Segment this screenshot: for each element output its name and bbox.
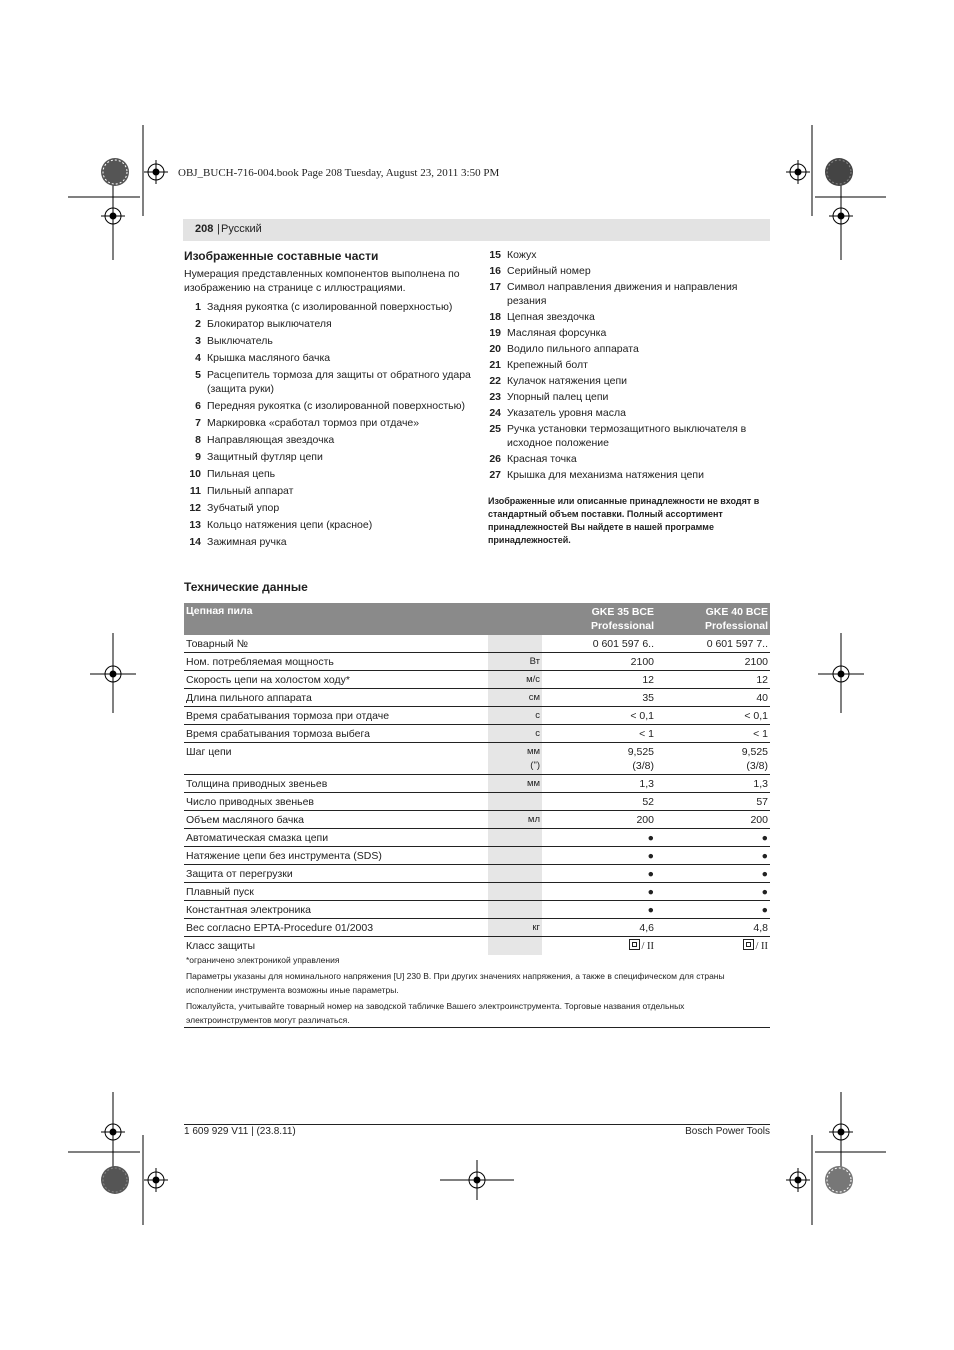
spec-label-text: Число приводных звеньев [186,796,315,808]
list-item: Крепежный болт [507,359,588,371]
spec-value-2-text: < 1 [753,728,768,740]
list-item: Красная точка [507,453,577,465]
table-row [184,635,770,653]
double-insulation-icon [743,939,754,950]
list-item: Зубчатый упор [207,502,280,514]
spec-value-2-text: 4,8 [753,922,768,934]
list-item: Маркировка «сработал тормоз при отдаче» [207,417,420,429]
spec-label [184,707,488,725]
spec-value-2-text: ● [761,850,768,862]
spec-unit [488,653,542,671]
spec-unit [488,919,542,937]
table-row [184,811,770,829]
spec-label-text: Товарный № [186,638,248,650]
model-2-line: Professional [704,620,768,632]
spec-value-1 [542,775,656,793]
spec-label [184,653,488,671]
spec-label-text: Натяжение цепи без инструмента (SDS) [186,850,382,862]
language-label: Русский [221,223,262,235]
spec-value-2-wrap [658,939,768,954]
accessories-note: Изображенные или описанные принадлежности не входят в стандартный объем поставки. Полный ассортимент принадлежностей Вы найдете в нашей программе принадлежностей. [488,496,760,545]
footnote: *ограничено электроникой управления [186,955,340,965]
spec-label-text: Шаг цепи [186,746,232,758]
spec-label-text: Класс защиты [186,940,256,952]
spec-value-1-text: 9,525 [627,746,654,758]
spec-label [184,829,488,847]
spec-unit [488,635,542,653]
table-row [184,919,770,937]
spec-label [184,635,488,653]
spec-value-2 [656,707,770,725]
spec-unit-text: см [528,692,540,703]
spec-value-1-wrap [544,939,654,954]
spec-value-1 [542,847,656,865]
spec-value-1 [542,635,656,653]
spec-value-2-text: / II [755,941,768,952]
spec-value-2-text: 2100 [744,656,768,668]
spec-value-2-text: 1,3 [753,778,768,790]
list-item: Цепная звездочка [507,311,595,323]
components-intro: Нумерация представленных компонентов выполнена по изображению на странице с иллюстрациями. [184,268,460,294]
spec-value-2-text: ● [761,886,768,898]
spec-value-2-text: 40 [756,692,768,704]
spec-value-2 [656,743,770,775]
spec-value-1 [542,829,656,847]
spec-value-2 [656,883,770,901]
spec-unit-text: с [535,710,540,721]
spec-unit-text: мм [526,746,540,757]
spec-value-2 [656,919,770,937]
spec-unit [488,847,542,865]
spec-value-2 [656,671,770,689]
table-row [184,689,770,707]
spec-value-2-text: 12 [756,674,768,686]
spec-value-1-text: 4,6 [639,922,654,934]
spec-unit [488,901,542,919]
list-item: Защитный футляр цепи [207,451,323,463]
list-item: Расцепитель тормоза для защиты от обратного удара (защита руки) [207,369,471,395]
spec-label [184,847,488,865]
spec-value-2-text: 57 [756,796,768,808]
spec-value-1 [542,653,656,671]
spec-label-text: Время срабатывания тормоза при отдаче [186,710,390,722]
spec-label [184,671,488,689]
spec-label-text: Вес согласно EPTA-Procedure 01/2003 [186,922,374,934]
model-1-line: Professional [590,620,654,632]
spec-label [184,743,488,775]
spec-value-2-text: 9,525 [741,746,768,758]
spec-value-2 [656,635,770,653]
table-row [184,725,770,743]
spec-label-text: Длина пильного аппарата [186,692,312,704]
list-item: Кожух [507,249,537,261]
spec-label [184,901,488,919]
spec-value-1 [542,725,656,743]
spec-value-1-text: 35 [642,692,654,704]
list-item: Упорный палец цепи [507,391,609,403]
spec-value-1-text: / II [641,941,654,952]
table-row [184,775,770,793]
spec-value-2 [656,865,770,883]
spec-value-2-text: 200 [750,814,768,826]
page-number: 208 [195,223,214,235]
table-row [184,847,770,865]
spec-unit [488,883,542,901]
spec-value-2-text: 0 601 597 7.. [706,638,768,650]
spec-value-1 [542,707,656,725]
spec-unit [488,725,542,743]
spec-label-text: Константная электроника [186,904,312,916]
spec-value-1 [542,919,656,937]
spec-value-2 [656,775,770,793]
model-2-name: GKE 40 BCE [705,606,768,618]
spec-value-1-text: 200 [636,814,654,826]
spec-unit-text: мм [526,778,540,789]
table-row [184,793,770,811]
spec-value-1 [542,689,656,707]
list-item: Крышка масляного бачка [207,352,331,364]
list-item: Задняя рукоятка (с изолированной поверхностью) [207,301,453,313]
spec-unit [488,865,542,883]
spec-unit-text: кг [532,922,540,933]
spec-label-text: Автоматическая смазка цепи [186,832,329,844]
spec-unit [488,743,542,775]
list-item: Кулачок натяжения цепи [507,375,628,387]
list-item: Выключатель [207,335,273,347]
spec-label-text: Защита от перегрузки [186,868,293,880]
spec-value-1 [542,901,656,919]
spec-label [184,725,488,743]
spec-value-1-text: < 1 [639,728,654,740]
spec-unit-text: мл [527,814,540,825]
spec-value-2-second-line: (3/8) [746,760,768,772]
spec-label-text: Время срабатывания тормоза выбега [186,728,370,740]
spec-value-1-text: ● [647,868,654,880]
spec-value-1-second-line: (3/8) [632,760,654,772]
spec-value-1 [542,793,656,811]
spec-value-1 [542,865,656,883]
product-name: Цепная пила [186,605,253,617]
table-row [184,653,770,671]
spec-value-1-text: 12 [642,674,654,686]
table-row [184,829,770,847]
spec-value-1 [542,671,656,689]
tech-notes [186,953,770,1027]
spec-unit [488,811,542,829]
spec-body [184,635,770,955]
spec-value-2 [656,725,770,743]
spec-label [184,775,488,793]
spec-value-1-text: 2100 [630,656,654,668]
list-item: Зажимная ручка [207,536,287,548]
table-row [184,901,770,919]
table-row [184,671,770,689]
components-title: Изображенные составные части [184,249,379,263]
footer-doc-number: 1 609 929 V11 | (23.8.11) [184,1126,296,1137]
list-item: Крышка для механизма натяжения цепи [507,469,704,481]
list-item: Кольцо натяжения цепи (красное) [207,519,373,531]
spec-unit [488,689,542,707]
spec-header-row [184,603,770,635]
list-item: Пильная цепь [207,468,276,480]
product-number-note: Пожалуйста, учитывайте товарный номер на заводской табличке Вашего электроинструмента. Торговые названия отдельных электроинструментов могут различаться. [186,1001,685,1025]
list-item: Масляная форсунка [507,327,607,339]
spec-value-2-text: ● [761,868,768,880]
spec-unit-text: Вт [529,656,540,667]
spec-label-text: Плавный пуск [186,886,254,898]
double-insulation-icon [629,939,640,950]
list-item: Передняя рукоятка (с изолированной поверхностью) [207,400,466,412]
spec-value-2 [656,847,770,865]
spec-value-2 [656,793,770,811]
list-item: Пильный аппарат [207,485,294,497]
spec-label [184,689,488,707]
spec-value-1-text: 1,3 [639,778,654,790]
spec-value-1 [542,811,656,829]
spec-value-2-text: ● [761,832,768,844]
model-1-name: GKE 35 BCE [591,606,654,618]
spec-value-2 [656,689,770,707]
spec-label [184,793,488,811]
table-row [184,743,770,775]
spec-value-1-text: ● [647,886,654,898]
tech-title: Технические данные [184,580,308,594]
spec-label-text: Объем масляного бачка [186,814,305,826]
spec-label [184,883,488,901]
footer-rule [184,1124,770,1125]
page-header-bar [183,219,770,241]
spec-unit [488,775,542,793]
tech-end-rule [184,1027,770,1028]
spec-value-1-text: < 0,1 [630,710,654,722]
spec-unit-second-line: (") [530,760,540,771]
spec-value-1-text: 0 601 597 6.. [592,638,654,650]
header-separator: | [217,223,220,235]
list-item: Направляющая звездочка [207,434,335,446]
spec-unit [488,671,542,689]
spec-unit [488,707,542,725]
table-row [184,883,770,901]
spec-value-1 [542,743,656,775]
file-info-line: OBJ_BUCH-716-004.book Page 208 Tuesday, August 23, 2011 3:50 PM [178,167,500,179]
components-list-right: 15 Кожух 16 Серийный номер 17 Символ направления движения и направления резания 18 Цепная звездочка 19 Масляная форсунка 20 Водило пильного аппарата 21 Крепежный болт 22 Кулачок натяжения цепи 23 Упорный палец цепи 24 Указатель уровня масла 25 Ручка установки термозащитного выключателя в исходное положение 26 Красная точка 27 Крышка для механизма натяжения цепи [489,249,747,481]
spec-unit [488,829,542,847]
components-list-left: 1 Задняя рукоятка (с изолированной поверхностью) 2 Блокиратор выключателя 3 Выключатель 4 Крышка масляного бачка 5 Расцепитель тормоза для защиты от обратного удара (защита руки) 6 Передняя рукоятка (с изолированной поверхностью) 7 Маркировка «сработал тормоз при отдаче» 8 Направляющая звездочка 9 Защитный футляр цепи 10 Пильная цепь 11 Пильный аппарат 12 Зубчатый упор 13 Кольцо натяжения цепи (красное) 14 Зажимная ручка [189,301,471,548]
spec-value-2 [656,829,770,847]
spec-table [184,603,770,955]
table-row [184,865,770,883]
list-item: Символ направления движения и направления резания [507,281,738,307]
spec-value-2 [656,653,770,671]
list-item: Водило пильного аппарата [507,343,639,355]
spec-value-1 [542,883,656,901]
list-item: Ручка установки термозащитного выключателя в исходное положение [507,423,747,449]
spec-value-1-text: ● [647,904,654,916]
spec-value-2-text: ● [761,904,768,916]
voltage-note: Параметры указаны для номинального напряжения [U] 230 В. При других значениях напряжения, а также в специфическом для страны исполнении инструмента возможны иные параметры. [186,971,725,995]
table-row [184,707,770,725]
spec-value-2-text: < 0,1 [744,710,768,722]
spec-label-text: Скорость цепи на холостом ходу* [186,674,350,686]
spec-value-1-text: ● [647,850,654,862]
spec-label-text: Ном. потребляемая мощность [186,656,334,668]
list-item: Серийный номер [507,265,591,277]
spec-unit-text: с [535,728,540,739]
spec-label-text: Толщина приводных звеньев [186,778,328,790]
footer-brand: Bosch Power Tools [685,1126,770,1137]
spec-label [184,865,488,883]
spec-value-1-text: ● [647,832,654,844]
spec-label [184,811,488,829]
spec-value-2 [656,901,770,919]
spec-unit-text: м/с [526,674,540,685]
list-item: Блокиратор выключателя [207,318,332,330]
list-item: Указатель уровня масла [507,407,626,419]
spec-value-2 [656,811,770,829]
spec-value-1-text: 52 [642,796,654,808]
spec-label [184,919,488,937]
spec-unit [488,793,542,811]
